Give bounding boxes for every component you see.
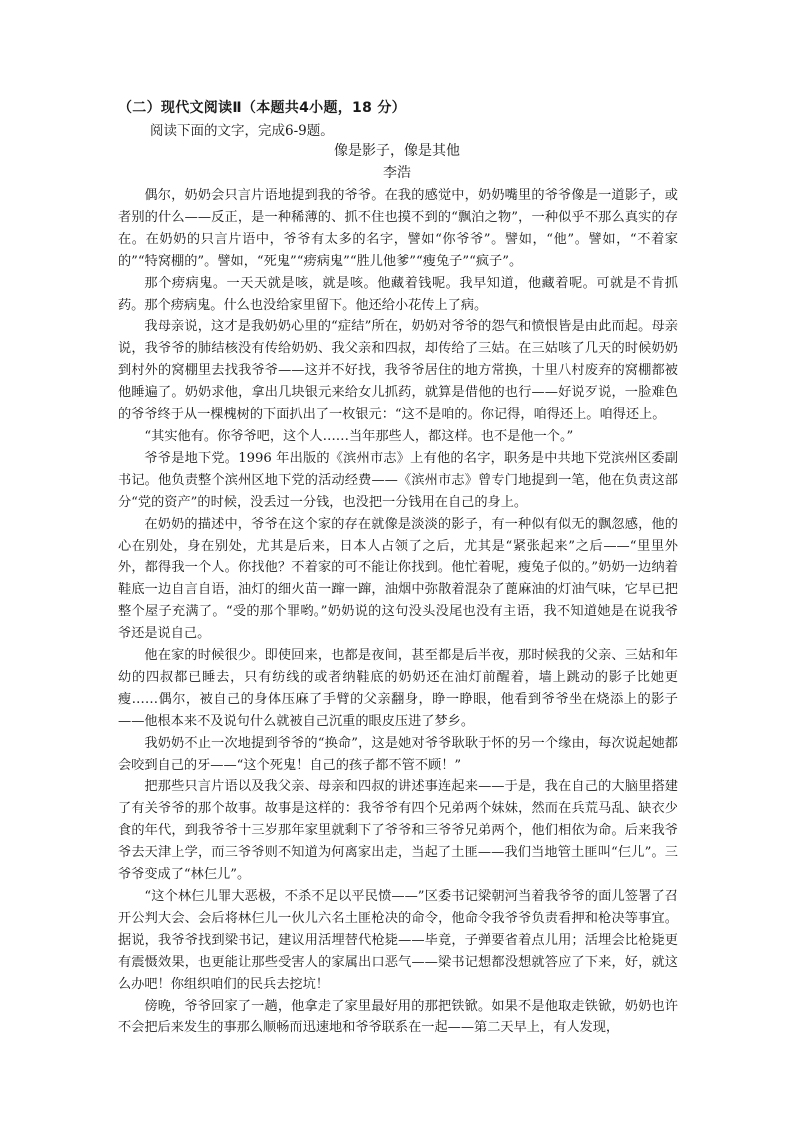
paragraph: 他在家的时候很少。即使回来，也都是夜间，甚至都是后半夜，那时候我的父亲、三姑和年幼的四叔都已睡去，只有纺线的或者纳鞋底的奶奶还在油灯前醒着，墙上跳动的影子比她更瘦……偶尔，被自己的身体压麻了手臂的父亲翻身，睁一睁眼，他看到爷爷坐在烧添上的影子——他根本来不及说句什么就被自己沉重的眼皮压进了梦乡。 <box>118 648 678 729</box>
article-body <box>118 185 678 1039</box>
reading-instruction: 阅读下面的文字，完成6-9题。 <box>150 123 334 139</box>
paragraph: “这个林仨儿罪大恶极，不杀不足以平民愤——”区委书记梁朝河当着我爷爷的面儿签署了召开公判大会、会后将林仨儿一伙儿六名土匪枪决的命令，他命令我爷爷负责看押和枪决等事宜。据说，我爷爷找到梁书记，建议用活埋替代枪毙——毕竟，子弹要省着点儿用；活埋会比枪毙更有震慑效果，也更能让那些受害人的家属出口恶气——梁书记想都没想就答应了下来，好，就这么办吧！你组织咱们的民兵去挖坑！ <box>118 889 678 992</box>
article-title: 像是影子，像是其他 <box>334 143 460 159</box>
section-title: （二）现代文阅读Ⅱ（本题共4小题，18 分） <box>118 100 406 116</box>
paragraph: 在奶奶的描述中，爷爷在这个家的存在就像是淡淡的影子，有一种似有似无的飘忽感，他的心在别处，身在别处，尤其是后来，日本人占领了之后，尤其是“紧张起来”之后——“里里外外，都得我一个人。你找他？不着家的可不能让你找到。他忙着呢，瘦兔子似的。”奶奶一边纳着鞋底一边自言自语，油灯的细火苗一蹿一蹿，油烟中弥散着混杂了蓖麻油的灯油气味，它早已把整个屋子充满了。“受的那个罪哟。”奶奶说的这句没头没尾也没有主语，我不知道她是在说我爷爷还是说自己。 <box>118 516 678 642</box>
paragraph: 偶尔，奶奶会只言片语地提到我的爷爷。在我的感觉中，奶奶嘴里的爷爷像是一道影子，或者别的什么——反正，是一种稀薄的、抓不住也摸不到的“飘泊之物”，一种似乎不那么真实的存在。在奶奶的只言片语中，爷爷有太多的名字，譬如“你爷爷”。譬如，“他”。譬如，“不着家的”“特窝棚的”。譬如，“死鬼”“痨病鬼”“胜儿他爹”“瘦兔子”“疯子”。 <box>118 188 678 269</box>
paragraph: 傍晚，爷爷回家了一趟，他拿走了家里最好用的那把铁锨。如果不是他取走铁锨，奶奶也许不会把后来发生的事那么顺畅而迅速地和爷爷联系在一起——第二天早上，有人发现， <box>118 998 678 1036</box>
paragraph: 我母亲说，这才是我奶奶心里的“症结”所在，奶奶对爷爷的怨气和愤恨皆是由此而起。母亲说，我爷爷的肺结核没有传给奶奶、我父亲和四叔，却传给了三姑。在三姑咳了几天的时候奶奶到村外的窝棚里去找我爷爷——这并不好找，我爷爷居住的地方常换，十里八村废弃的窝棚都被他睡遍了。奶奶求他，拿出几块银元来给女儿抓药，就算是借他的也行——好说歹说，一脸难色的爷爷终于从一棵槐树的下面扒出了一枚银元：“这不是咱的。你记得，咱得还上。咱得还上。 <box>118 319 678 423</box>
article-author: 李浩 <box>383 165 411 181</box>
paragraph: 我奶奶不止一次地提到爷爷的“换命”，这是她对爷爷耿耿于怀的另一个缘由，每次说起她都会咬到自己的牙——“这个死鬼！自己的孩子都不管不顾！” <box>118 735 678 773</box>
paragraph: 那个痨病鬼。一天天就是咳，就是咳。他藏着钱呢。我早知道，他藏着呢。可就是不肯抓药。那个痨病鬼。什么也没给家里留下。他还给小花传上了病。 <box>118 275 678 313</box>
paragraph: 把那些只言片语以及我父亲、母亲和四叔的讲述事连起来——于是，我在自己的大脑里搭建了有关爷爷的那个故事。故事是这样的：我爷爷有四个兄弟两个妹妹，然而在兵荒马乱、缺衣少食的年代，到我爷爷十三岁那年家里就剩下了爷爷和三爷爷兄弟两个，他们相依为命。后来我爷爷去天津上学，而三爷爷则不知道为何离家出走，当起了土匪——我们当地管土匪叫“仨儿”。三爷爷变成了“林仨儿”。 <box>118 779 678 883</box>
paragraph: “其实他有。你爷爷吧，这个人……当年那些人，都这样。也不是他一个。” <box>144 428 574 444</box>
paragraph: 爷爷是地下党。1996 年出版的《滨州市志》上有他的名字，职务是中共地下党滨州区委副书记。他负责整个滨州区地下党的活动经费——《滨州市志》曾专门地提到一笔，他在负责这部分“党的资产”的时候，没丢过一分钱，也没把一分钱用在自己的身上。 <box>118 450 678 510</box>
